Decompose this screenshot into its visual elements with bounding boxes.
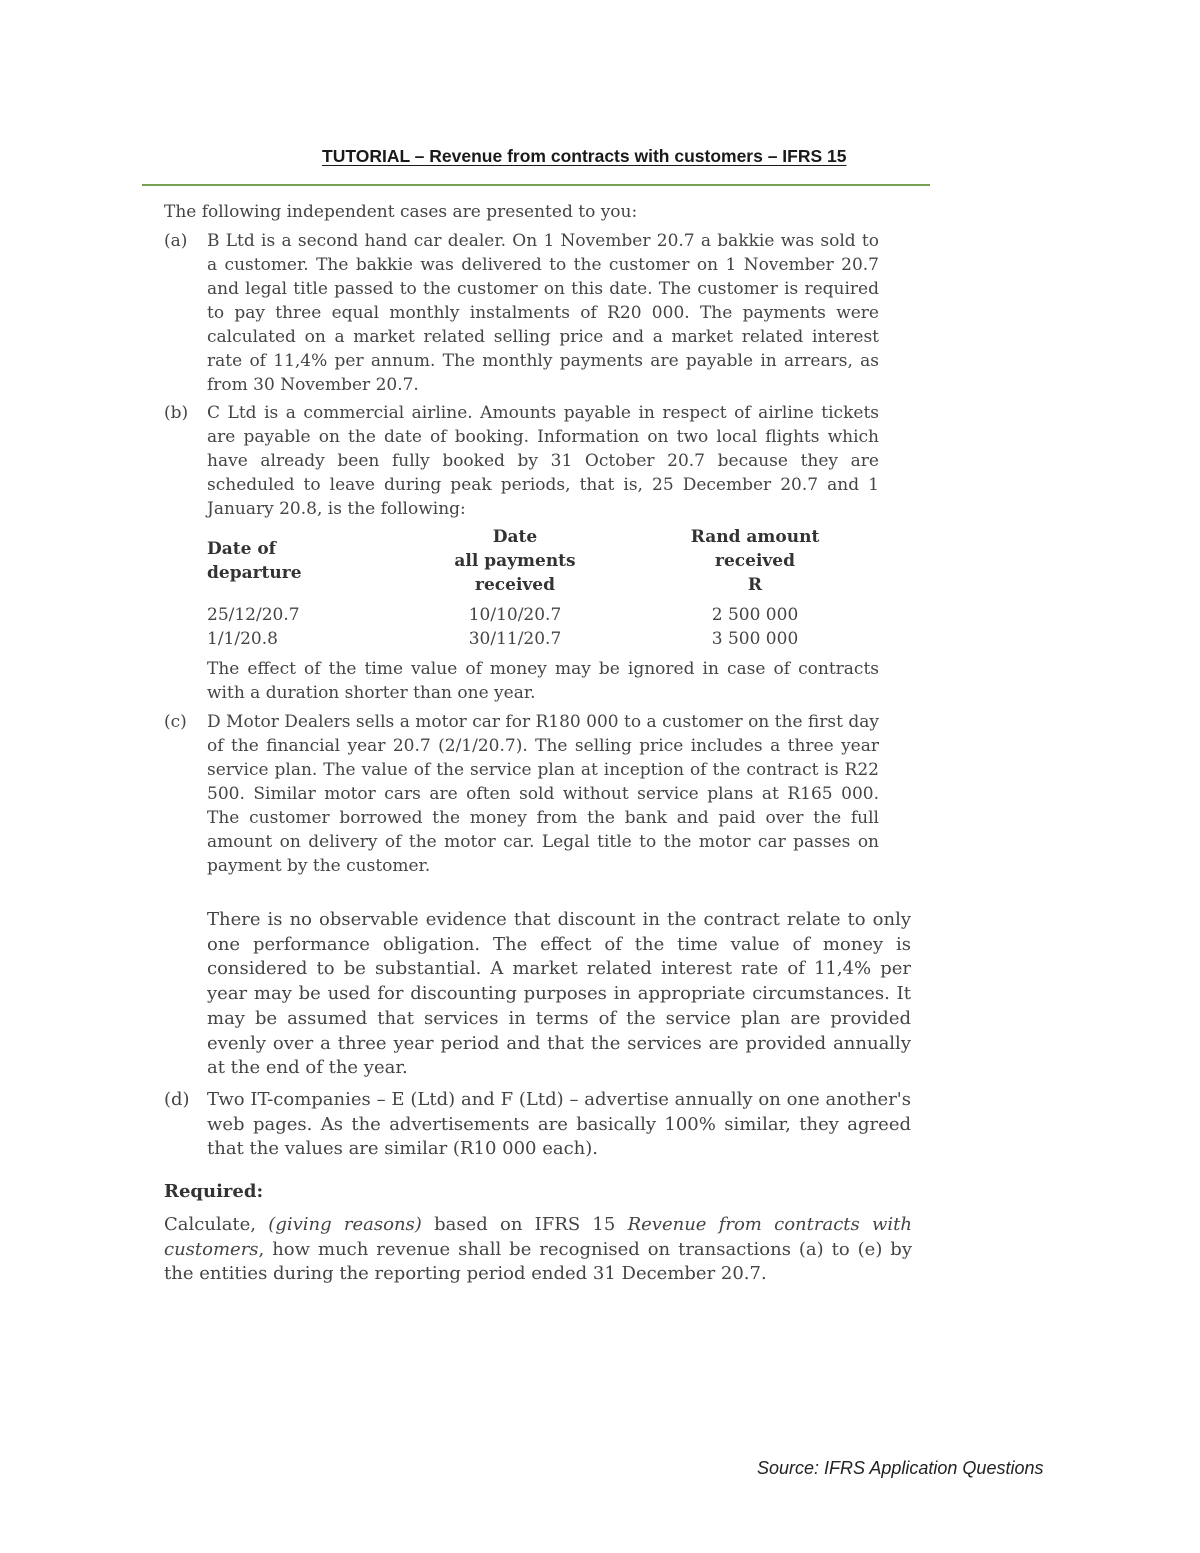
- intro-text: The following independent cases are presented to you:: [164, 202, 638, 222]
- col-paydate-header-line1: Date: [492, 527, 538, 547]
- col-paydate-header-line2: all payments: [454, 551, 576, 571]
- case-a: [164, 229, 884, 399]
- case-c-marker: (c): [164, 712, 187, 732]
- table-row-1-payment-date: 10/10/20.7: [468, 605, 562, 625]
- col-departure-header-line1: Date of: [207, 539, 276, 559]
- table-row-1-amount: 2 500 000: [711, 605, 799, 625]
- case-b-marker: (b): [164, 403, 189, 423]
- case-a-text: B Ltd is a second hand car dealer. On 1 November 20.7 a bakkie was sold to a customer. The bakkie was delivered to the customer on 1 November 20.7 and legal title passed to the customer on this date. The customer is required to pay three equal monthly instalments of R20 000. The payments were calculated on a market related selling price and a market related interest rate of 11,4% per annum. The monthly payments are payable in arrears, as from 30 November 20.7.: [207, 231, 879, 395]
- table-row-2-amount: 3 500 000: [711, 629, 799, 649]
- title-divider: [142, 184, 930, 186]
- table-row-2-payment-date: 30/11/20.7: [468, 629, 562, 649]
- case-c: [164, 710, 884, 880]
- case-a-marker: (a): [164, 231, 188, 251]
- source-note: Source: IFRS Application Questions: [757, 1458, 1044, 1478]
- case-b: [164, 401, 884, 521]
- required-text-part2: based on IFRS 15: [421, 1214, 628, 1235]
- table-row-2-departure: 1/1/20.8: [207, 629, 278, 649]
- required-text-italic2: Revenue from contracts with customers: [164, 1214, 912, 1260]
- case-c-text: D Motor Dealers sells a motor car for R180 000 to a customer on the first day of the financial year 20.7 (2/1/20.7). The selling price includes a three year service plan. The value of the service plan at inception of the contract is R22 500. Similar motor cars are often sold without service plans at R165 000. The customer borrowed the money from the bank and paid over the full amount on delivery of the motor car. Legal title to the motor car passes on payment by the customer.: [207, 712, 879, 876]
- required-heading: Required:: [164, 1181, 264, 1202]
- case-b-note: The effect of the time value of money may be ignored in case of contracts with a duration shorter than one year.: [207, 659, 879, 703]
- required-text-italic1: (giving reasons): [268, 1214, 422, 1235]
- case-d-text: Two IT-companies – E (Ltd) and F (Ltd) – advertise annually on one another's web pages. As the advertisements are basically 100% similar, they agreed that the values are similar (R10 000 each).: [207, 1089, 911, 1160]
- required-text-part1: Calculate,: [164, 1214, 269, 1235]
- required-text-part3: , how much revenue shall be recognised on transactions (a) to (e) by the entities during the reporting period ended 31 December 20.7.: [164, 1238, 912, 1285]
- col-amount-header-line2: received: [715, 551, 795, 571]
- case-d: [164, 1088, 914, 1168]
- required-text: [164, 1213, 912, 1287]
- case-c-extra: There is no observable evidence that discount in the contract relate to only one performance obligation. The effect of the time value of money is considered to be substantial. A market related interest rate of 11,4% per year may be used for discounting purposes in appropriate circumstances. It may be assumed that services in terms of the service plan are provided evenly over a three year period and that the services are provided annually at the end of the year.: [207, 909, 911, 1079]
- col-paydate-header-line3: received: [475, 575, 555, 595]
- col-departure-header-line2: departure: [207, 563, 302, 583]
- col-amount-header-line3: R: [747, 575, 763, 595]
- col-amount-header-line1: Rand amount: [690, 527, 820, 547]
- case-b-text: C Ltd is a commercial airline. Amounts payable in respect of airline tickets are payable on the date of booking. Information on two local flights which have already been fully booked by 31 October 20.7 because they are scheduled to leave during peak periods, that is, 25 December 20.7 and 1 January 20.8, is the following:: [207, 403, 879, 519]
- case-d-marker: (d): [164, 1089, 190, 1110]
- table-row-1-departure: 25/12/20.7: [207, 605, 300, 625]
- page-title: TUTORIAL – Revenue from contracts with customers – IFRS 15: [322, 146, 847, 166]
